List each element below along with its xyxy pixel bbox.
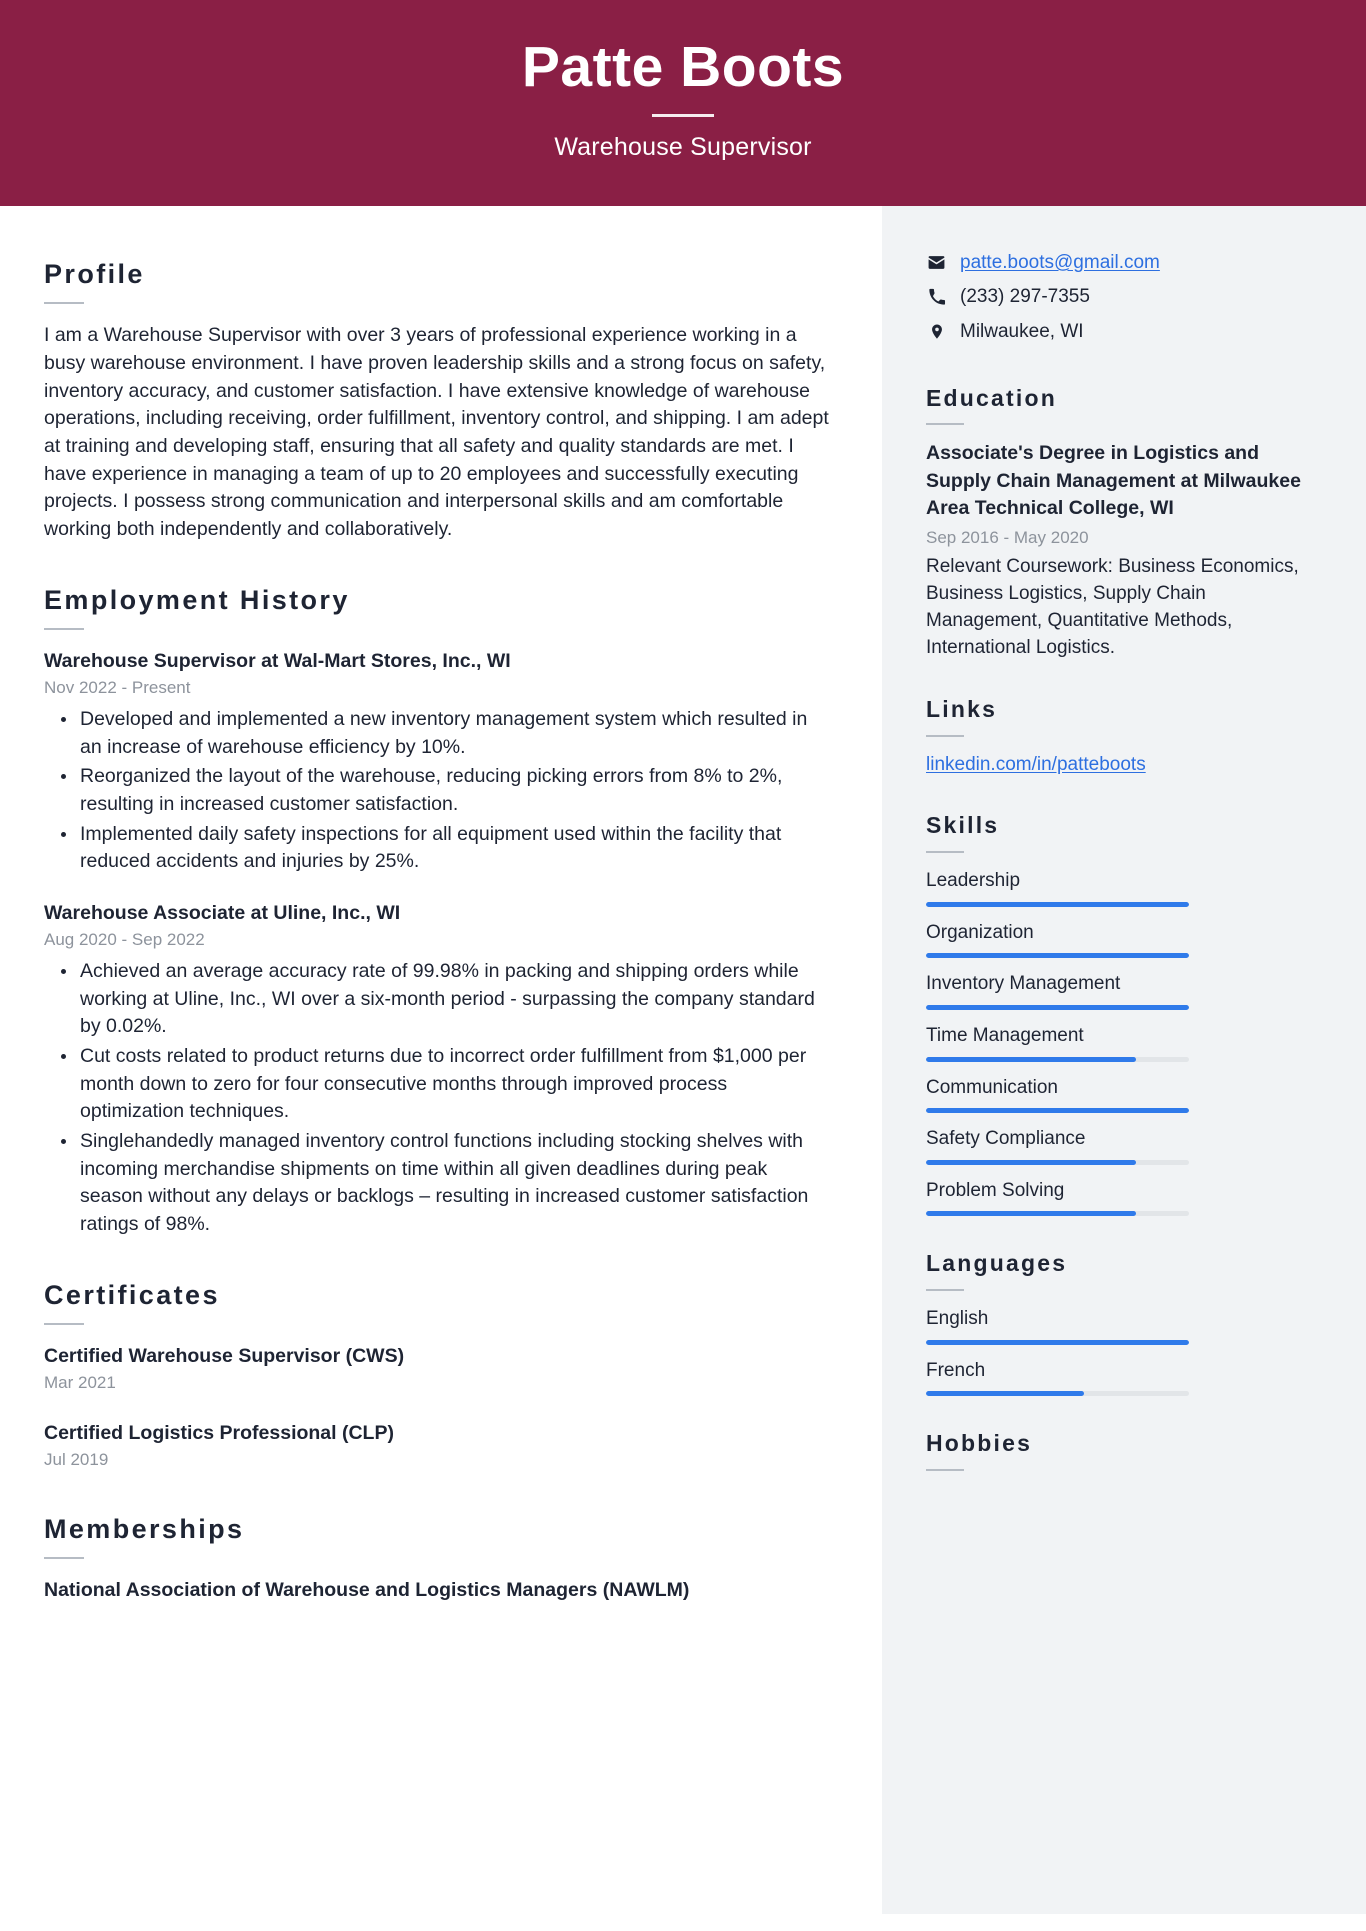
languages-heading: Languages — [926, 1250, 1068, 1277]
skill-label: Communication — [926, 1076, 1058, 1098]
skills-heading: Skills — [926, 812, 1000, 839]
language-label: English — [926, 1308, 989, 1330]
certificate-title: Certified Warehouse Supervisor (CWS) — [44, 1345, 405, 1368]
education-degree: Associate's Degree in Logistics and Supply Chain Management at Milwaukee Area Technical College, WI — [926, 442, 1301, 520]
skill-bar-item — [926, 971, 1306, 1010]
employment-job-date: Nov 2022 - Present — [44, 678, 191, 698]
skills-heading-rule — [926, 851, 964, 853]
employment-bullet: Reorganized the layout of the warehouse, reducing picking errors from 8% to 2%, resulting in increased customer satisfaction. — [44, 763, 830, 818]
page-title: Patte Boots — [521, 35, 845, 99]
skill-bar-track — [926, 1211, 1189, 1216]
sidebar-link[interactable]: linkedin.com/in/patteboots — [926, 753, 1146, 775]
skill-bar-fill — [926, 1160, 1136, 1165]
contact-value: (233) 297-7355 — [960, 286, 1090, 308]
certificates-heading-rule — [44, 1323, 84, 1325]
hobbies-heading-rule — [926, 1469, 964, 1471]
employment-heading-rule — [44, 628, 84, 630]
skill-bar-item — [926, 1178, 1306, 1217]
resume-body — [0, 206, 1366, 1914]
profile-heading-rule — [44, 302, 84, 304]
section-skills — [926, 812, 1306, 1216]
certificate-title: Certified Logistics Professional (CLP) — [44, 1421, 394, 1444]
employment-bullet: Implemented daily safety inspections for all equipment used within the facility that reduced accidents and injuries by 25%. — [44, 821, 830, 876]
employment-job-title: Warehouse Associate at Uline, Inc., WI — [44, 902, 401, 925]
skill-label: Inventory Management — [926, 973, 1121, 995]
skill-bar-track — [926, 1057, 1189, 1062]
links-heading: Links — [926, 696, 998, 723]
envelope-icon — [926, 253, 947, 272]
education-date: Sep 2016 - May 2020 — [926, 527, 1089, 547]
section-employment-history — [44, 584, 830, 1239]
employment-bullet: Singlehandedly managed inventory control functions including stocking shelves with incoming merchandise shipments on time within all given deadlines during peak season without any delays or backlogs – resulting in increased customer satisfaction ratings of 98%. — [44, 1128, 830, 1239]
language-bar-item — [926, 1358, 1306, 1397]
skill-bar-fill — [926, 1057, 1136, 1062]
profile-heading: Profile — [44, 258, 145, 289]
skill-bar-track — [926, 902, 1189, 907]
education-description: Relevant Coursework: Business Economics, Business Logistics, Supply Chain Management, Quantitative Methods, International Logistics. — [926, 556, 1299, 659]
employment-bullet-list — [44, 958, 830, 1239]
phone-icon — [926, 288, 947, 306]
employment-entry — [44, 648, 830, 876]
skill-label: Safety Compliance — [926, 1128, 1086, 1150]
contact-row — [926, 319, 1306, 345]
skill-label: Leadership — [926, 869, 1021, 891]
languages-list — [926, 1306, 1306, 1396]
certificate-date: Jul 2019 — [44, 1450, 109, 1470]
section-languages — [926, 1250, 1306, 1396]
language-bar-fill — [926, 1391, 1084, 1396]
languages-heading-rule — [926, 1289, 964, 1291]
links-list — [926, 752, 1306, 779]
section-profile — [44, 258, 830, 544]
skill-bar-item — [926, 868, 1306, 907]
skill-bar-track — [926, 1160, 1189, 1165]
memberships-heading-rule — [44, 1557, 84, 1559]
skill-label: Time Management — [926, 1024, 1084, 1046]
language-label: French — [926, 1359, 986, 1381]
skill-bar-fill — [926, 953, 1189, 958]
skill-bar-fill — [926, 1211, 1136, 1216]
section-education — [926, 385, 1306, 662]
language-bar-track — [926, 1340, 1189, 1345]
skill-bar-item — [926, 1023, 1306, 1062]
header-divider — [652, 114, 714, 117]
contact-value: Milwaukee, WI — [960, 321, 1084, 343]
section-hobbies — [926, 1430, 1306, 1471]
employment-job-title: Warehouse Supervisor at Wal-Mart Stores, Inc., WI — [44, 650, 511, 673]
skill-bar-fill — [926, 902, 1189, 907]
contact-row — [926, 284, 1306, 310]
language-bar-fill — [926, 1340, 1189, 1345]
memberships-heading: Memberships — [44, 1513, 245, 1544]
employment-bullet: Developed and implemented a new inventory management system which resulted in an increase of warehouse efficiency by 10%. — [44, 706, 830, 761]
certificate-entry — [44, 1420, 830, 1473]
skill-bar-track — [926, 1005, 1189, 1010]
section-links — [926, 696, 1306, 778]
employment-entry — [44, 900, 830, 1239]
skill-bar-item — [926, 1126, 1306, 1165]
memberships-list — [44, 1577, 830, 1603]
main-column — [0, 206, 882, 1914]
employment-bullet: Cut costs related to product returns due to incorrect order fulfillment from $1,000 per month down to zero for four consecutive months through improved process optimization techniques. — [44, 1043, 830, 1126]
skill-bar-item — [926, 920, 1306, 959]
skill-label: Organization — [926, 921, 1034, 943]
contact-row — [926, 250, 1306, 276]
section-certificates — [44, 1279, 830, 1473]
membership-title: National Association of Warehouse and Logistics Managers (NAWLM) — [44, 1579, 690, 1602]
links-heading-rule — [926, 735, 964, 737]
certificate-date: Mar 2021 — [44, 1373, 116, 1393]
certificates-list — [44, 1343, 830, 1473]
certificates-heading: Certificates — [44, 1279, 220, 1310]
skills-list — [926, 868, 1306, 1216]
contact-list — [926, 250, 1306, 345]
hobbies-heading: Hobbies — [926, 1430, 1033, 1457]
map-pin-icon — [926, 322, 947, 341]
employment-job-date: Aug 2020 - Sep 2022 — [44, 930, 205, 950]
skill-bar-fill — [926, 1005, 1189, 1010]
section-memberships — [44, 1513, 830, 1604]
skill-bar-item — [926, 1075, 1306, 1114]
skill-bar-fill — [926, 1108, 1189, 1113]
header-job-title: Warehouse Supervisor — [554, 132, 812, 161]
resume-header — [0, 0, 1366, 206]
education-heading: Education — [926, 384, 1057, 411]
language-bar-item — [926, 1306, 1306, 1345]
education-heading-rule — [926, 423, 964, 425]
sidebar-column — [882, 206, 1366, 1914]
skill-bar-track — [926, 953, 1189, 958]
skill-label: Problem Solving — [926, 1179, 1065, 1201]
employment-list — [44, 648, 830, 1239]
employment-bullet-list — [44, 706, 830, 876]
skill-bar-track — [926, 1108, 1189, 1113]
certificate-entry — [44, 1343, 830, 1396]
profile-text: I am a Warehouse Supervisor with over 3 years of professional experience working in a busy warehouse environment. I have proven leadership skills and a strong focus on safety, inventory accuracy, and customer satisfaction. I have extensive knowledge of warehouse operations, including receiving, order fulfillment, inventory control, and shipping. I am adept at training and developing staff, ensuring that all safety and quality standards are met. I have experience in managing a team of up to 20 employees and successfully executing projects. I possess strong communication and interpersonal skills and am comfortable working both independently and collaboratively. — [44, 324, 829, 541]
language-bar-track — [926, 1391, 1189, 1396]
contact-email-link[interactable]: patte.boots@gmail.com — [960, 251, 1160, 273]
employment-heading: Employment History — [44, 584, 350, 615]
employment-bullet: Achieved an average accuracy rate of 99.98% in packing and shipping orders while working at Uline, Inc., WI over a six-month period - surpassing the company standard by 0.02%. — [44, 958, 830, 1041]
